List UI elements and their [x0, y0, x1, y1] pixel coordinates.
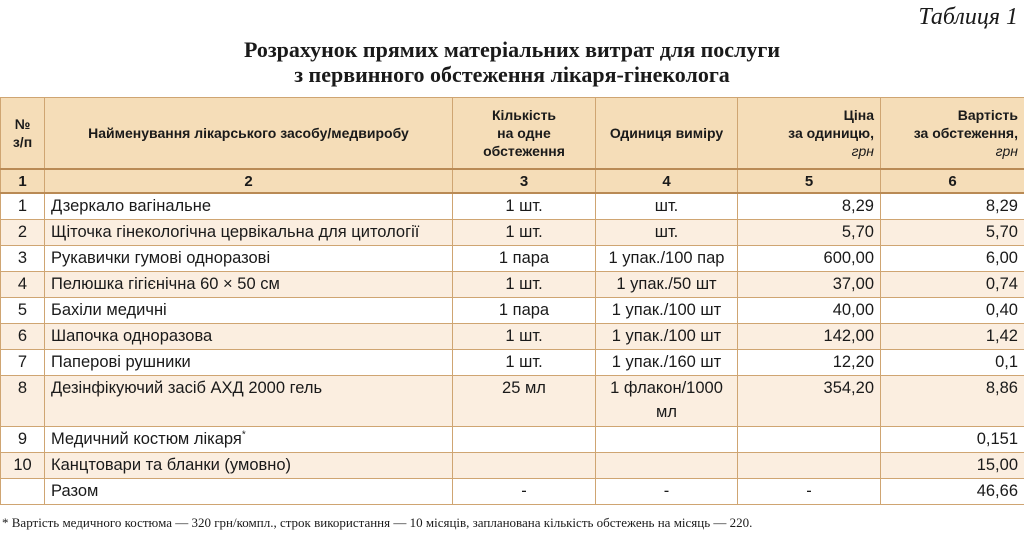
cell-price: 354,20 — [738, 376, 881, 427]
header-qty — [453, 98, 596, 170]
column-number-row — [1, 169, 1024, 193]
cell-unit: 1 упак./100 шт — [596, 324, 738, 350]
cell-name: Разом — [45, 479, 453, 505]
cell-price — [738, 453, 881, 479]
cell-name-text: Медичний костюм лікаря — [51, 430, 242, 448]
cell-name: Дзеркало вагінальне — [45, 193, 453, 220]
cell-cost: 0,74 — [881, 272, 1024, 298]
header-num-line1: № — [14, 116, 31, 132]
cell-qty: 1 шт. — [453, 324, 596, 350]
header-qty-line2: на одне — [497, 125, 551, 141]
cell-num: 1 — [1, 193, 45, 220]
table-row — [1, 220, 1024, 246]
table-row — [1, 246, 1024, 272]
cell-cost: 1,42 — [881, 324, 1024, 350]
table-row — [1, 272, 1024, 298]
cell-qty: 1 пара — [453, 298, 596, 324]
table-row — [1, 298, 1024, 324]
table-row — [1, 350, 1024, 376]
table-row — [1, 193, 1024, 220]
cell-price: 600,00 — [738, 246, 881, 272]
cell-num: 8 — [1, 376, 45, 427]
cell-num: 6 — [1, 324, 45, 350]
cell-num: 3 — [1, 246, 45, 272]
cell-cost: 5,70 — [881, 220, 1024, 246]
cell-price: 40,00 — [738, 298, 881, 324]
header-qty-line3: обстеження — [483, 143, 565, 159]
table-label: Таблиця 1 — [918, 4, 1018, 30]
cell-name: Канцтовари та бланки (умовно) — [45, 453, 453, 479]
cell-price: 12,20 — [738, 350, 881, 376]
cell-unit: 1 упак./160 шт — [596, 350, 738, 376]
cell-cost: 6,00 — [881, 246, 1024, 272]
footnote-marker: * — [241, 429, 246, 441]
cell-unit: 1 упак./100 пар — [596, 246, 738, 272]
cell-price: 142,00 — [738, 324, 881, 350]
cell-num: 2 — [1, 220, 45, 246]
cell-num: 4 — [1, 272, 45, 298]
cell-name — [45, 427, 453, 453]
cell-cost: 8,86 — [881, 376, 1024, 427]
cell-num — [1, 479, 45, 505]
header-price-line2: за одиницю, — [788, 125, 874, 141]
total-row — [1, 479, 1024, 505]
column-number: 5 — [738, 169, 881, 193]
table-row — [1, 427, 1024, 453]
cell-unit — [596, 453, 738, 479]
header-cost-line3: грн — [995, 143, 1018, 159]
cell-qty: 1 шт. — [453, 350, 596, 376]
cell-cost: 0,1 — [881, 350, 1024, 376]
header-price-line3: грн — [851, 143, 874, 159]
cell-price: 8,29 — [738, 193, 881, 220]
cell-qty: 25 мл — [453, 376, 596, 427]
footnote: * Вартість медичного костюма — 320 грн/компл., строк використання — 10 місяців, запланована кількість обстежень на місяць — 220. — [2, 515, 753, 530]
cell-qty — [453, 453, 596, 479]
cell-cost: 0,151 — [881, 427, 1024, 453]
header-price-line1: Ціна — [843, 107, 874, 123]
table-row — [1, 453, 1024, 479]
cell-name: Шапочка одноразова — [45, 324, 453, 350]
cell-unit: шт. — [596, 220, 738, 246]
cell-unit: 1 флакон/1000 мл — [596, 376, 738, 427]
header-name: Найменування лікарського засобу/медвиробу — [45, 98, 453, 170]
table-row — [1, 324, 1024, 350]
cell-cost: 8,29 — [881, 193, 1024, 220]
cell-unit: шт. — [596, 193, 738, 220]
cell-price — [738, 427, 881, 453]
cell-qty: 1 пара — [453, 246, 596, 272]
header-price — [738, 98, 881, 170]
cell-num: 10 — [1, 453, 45, 479]
page-title-line2: з первинного обстеження лікаря-гінеколога — [294, 62, 730, 87]
cost-table — [0, 97, 1024, 505]
column-number: 6 — [881, 169, 1024, 193]
cell-num: 7 — [1, 350, 45, 376]
header-unit: Одиниця виміру — [596, 98, 738, 170]
cell-name: Паперові рушники — [45, 350, 453, 376]
column-number: 3 — [453, 169, 596, 193]
cell-cost: 0,40 — [881, 298, 1024, 324]
cell-cost: 15,00 — [881, 453, 1024, 479]
cell-name: Щіточка гінекологічна цервікальна для цитології — [45, 220, 453, 246]
cell-price: 5,70 — [738, 220, 881, 246]
table-row — [1, 376, 1024, 427]
column-number: 2 — [45, 169, 453, 193]
cell-unit: 1 упак./50 шт — [596, 272, 738, 298]
cell-qty: 1 шт. — [453, 193, 596, 220]
cell-price: 37,00 — [738, 272, 881, 298]
cell-price: - — [738, 479, 881, 505]
cell-unit: - — [596, 479, 738, 505]
header-qty-line1: Кількість — [491, 107, 557, 123]
cell-num: 9 — [1, 427, 45, 453]
cell-cost: 46,66 — [881, 479, 1024, 505]
header-cost-line2: за обстеження, — [913, 125, 1018, 141]
cell-name: Бахіли медичні — [45, 298, 453, 324]
cell-unit — [596, 427, 738, 453]
cell-name: Дезінфікуючий засіб АХД 2000 гель — [45, 376, 453, 427]
header-row — [1, 98, 1024, 170]
cell-num: 5 — [1, 298, 45, 324]
cell-unit: 1 упак./100 шт — [596, 298, 738, 324]
cell-qty — [453, 427, 596, 453]
header-num-line2: з/п — [12, 134, 33, 150]
column-number: 4 — [596, 169, 738, 193]
column-number: 1 — [1, 169, 45, 193]
cell-qty: 1 шт. — [453, 272, 596, 298]
page-title-line1: Розрахунок прямих матеріальних витрат для послуги — [243, 37, 781, 62]
cell-qty: 1 шт. — [453, 220, 596, 246]
cell-name: Пелюшка гігієнічна 60 × 50 см — [45, 272, 453, 298]
header-cost — [881, 98, 1024, 170]
header-num — [1, 98, 45, 170]
cell-name: Рукавички гумові одноразові — [45, 246, 453, 272]
cell-qty: - — [453, 479, 596, 505]
header-cost-line1: Вартість — [957, 107, 1018, 123]
